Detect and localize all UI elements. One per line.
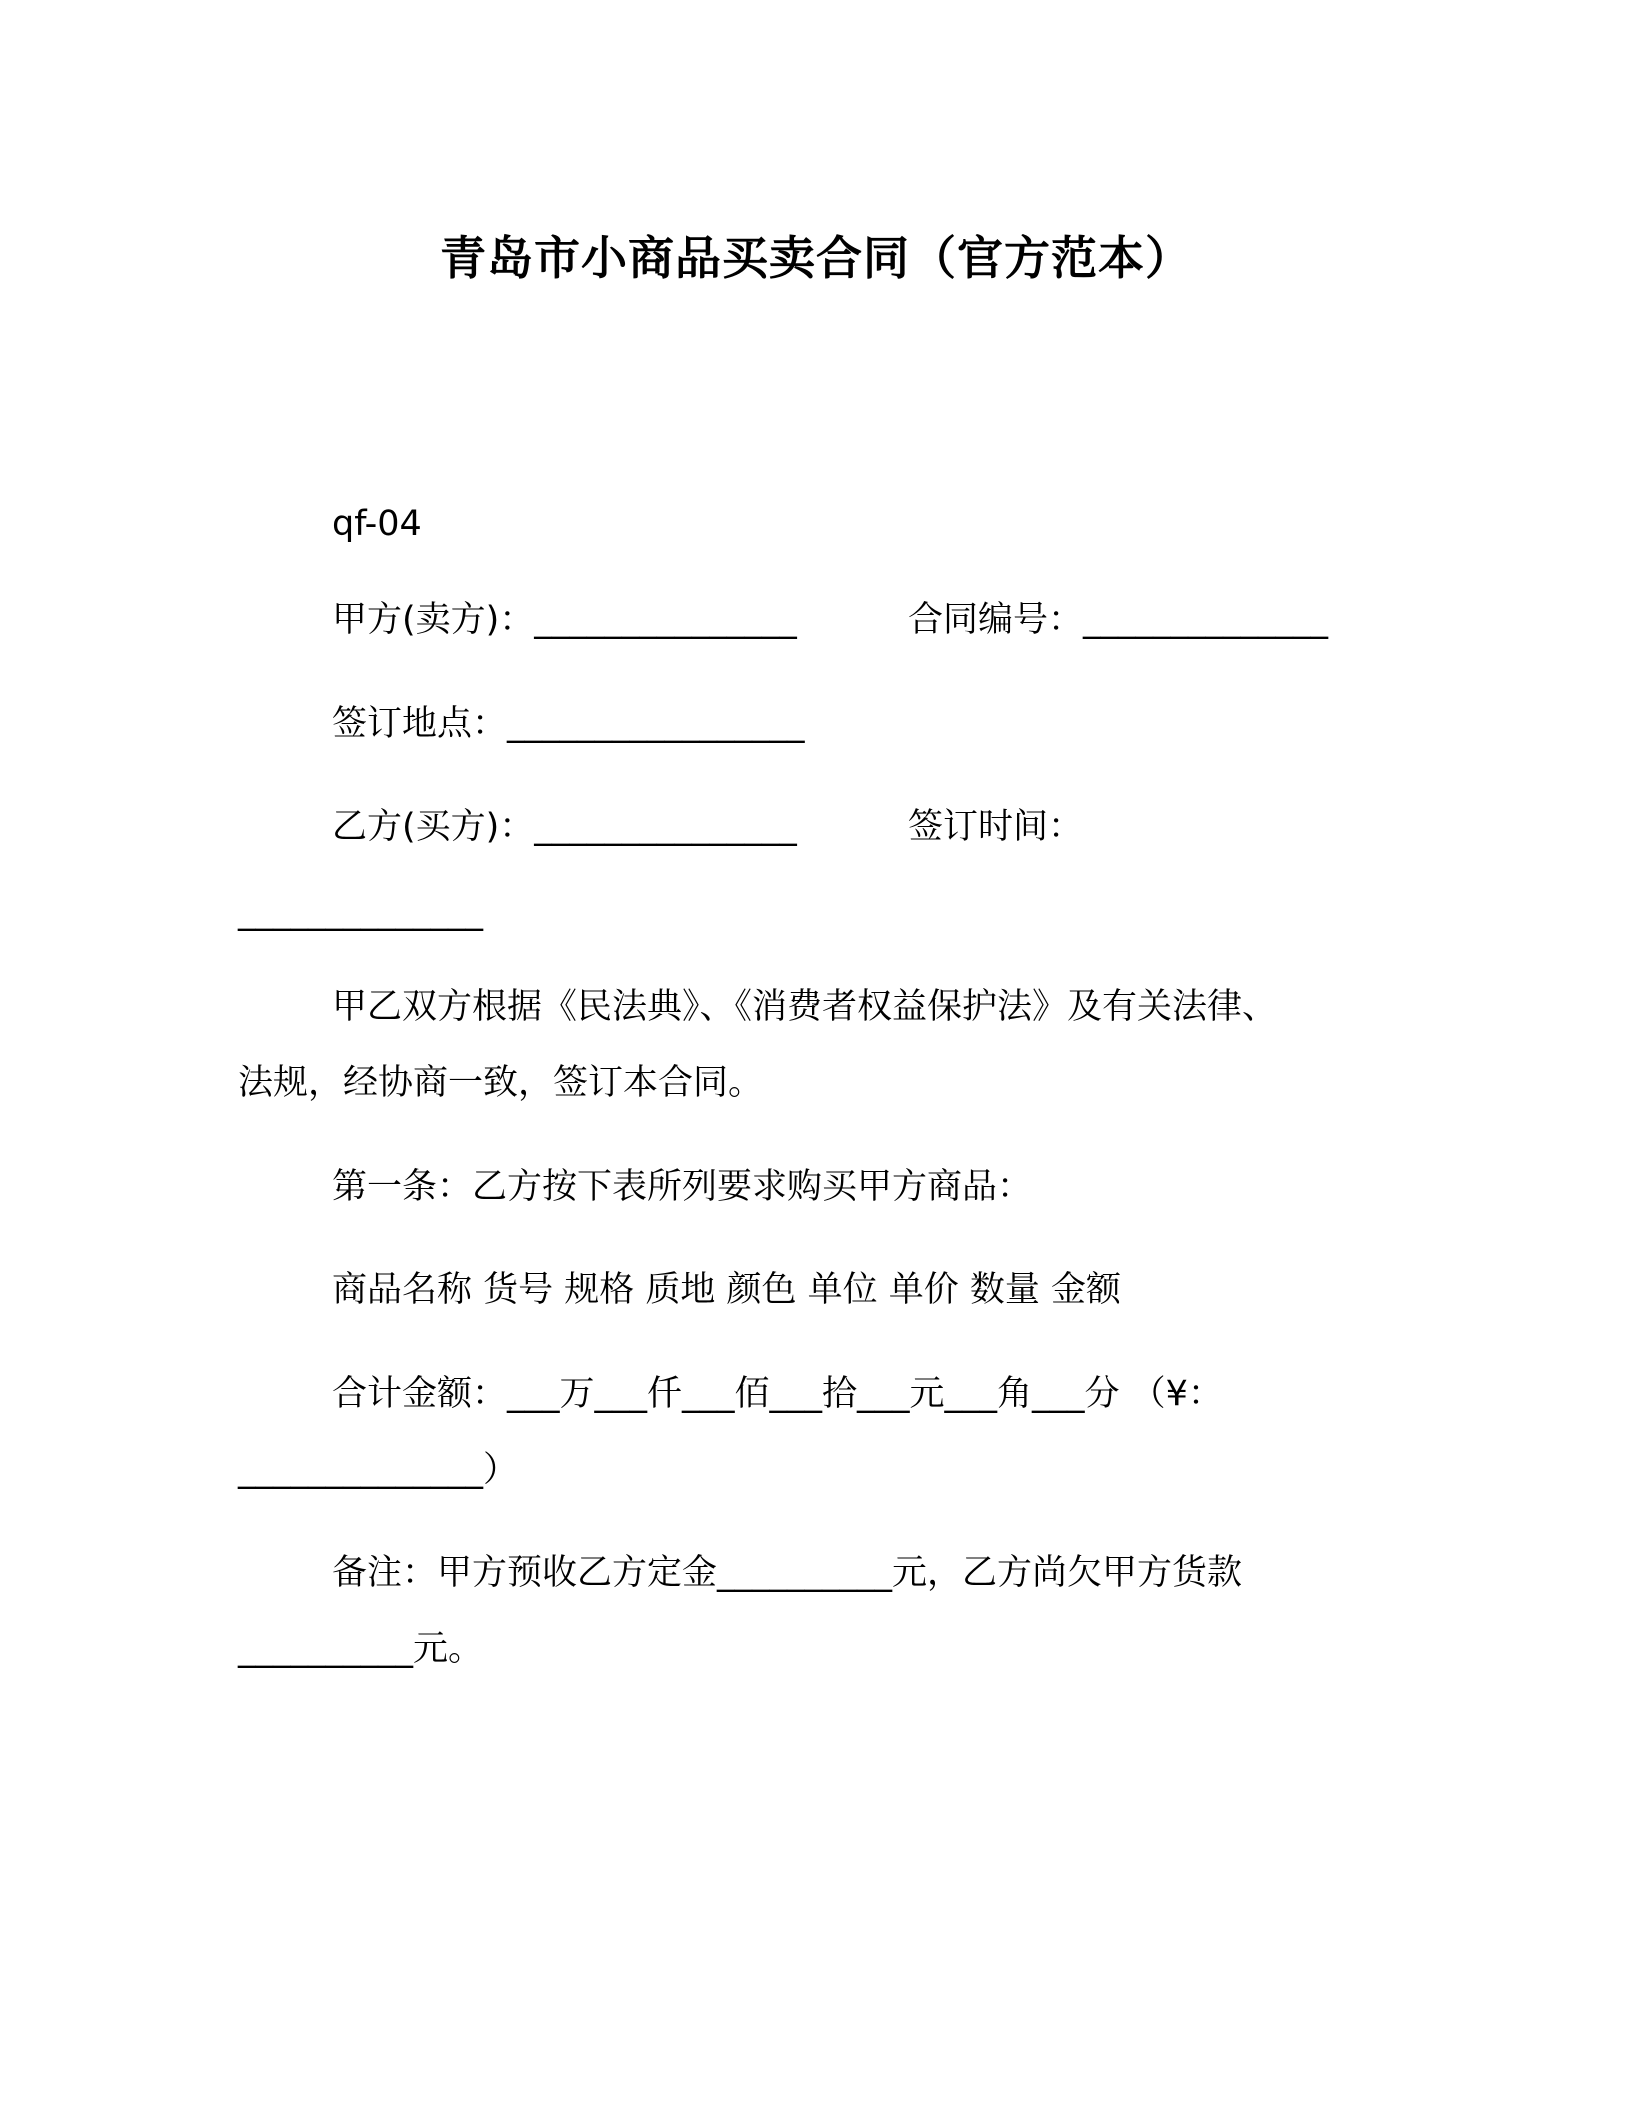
preamble-line-2: 法规，经协商一致，签订本合同。 xyxy=(238,1063,764,1103)
sign-place-field: 签订地点：_________________ xyxy=(332,704,805,744)
remark-line-1: 备注：甲方预收乙方定金__________元，乙方尚欠甲方货款 xyxy=(332,1553,1243,1593)
article-1: 第一条：乙方按下表所列要求购买甲方商品： xyxy=(332,1167,1033,1207)
total-amount-line-2: ______________） xyxy=(238,1450,519,1490)
party-a-field: 甲方(卖方)：_______________ xyxy=(332,600,797,640)
document-code: qf-04 xyxy=(332,504,422,544)
total-amount-line-1: 合计金额：___万___仟___佰___拾___元___角___分 （¥： xyxy=(332,1374,1223,1414)
sign-time-label: 签订时间： xyxy=(908,807,1084,847)
remark-line-2: __________元。 xyxy=(238,1629,484,1669)
party-b-field: 乙方(买方)：_______________ xyxy=(332,807,797,847)
document-title: 青岛市小商品买卖合同（官方范本） xyxy=(440,231,1192,285)
preamble-line-1: 甲乙双方根据《民法典》、《消费者权益保护法》及有关法律、 xyxy=(332,987,1278,1027)
contract-number-field: 合同编号：______________ xyxy=(908,600,1329,640)
goods-table-header: 商品名称 货号 规格 质地 颜色 单位 单价 数量 金额 xyxy=(332,1270,1122,1310)
sign-time-blank: ______________ xyxy=(238,892,483,932)
